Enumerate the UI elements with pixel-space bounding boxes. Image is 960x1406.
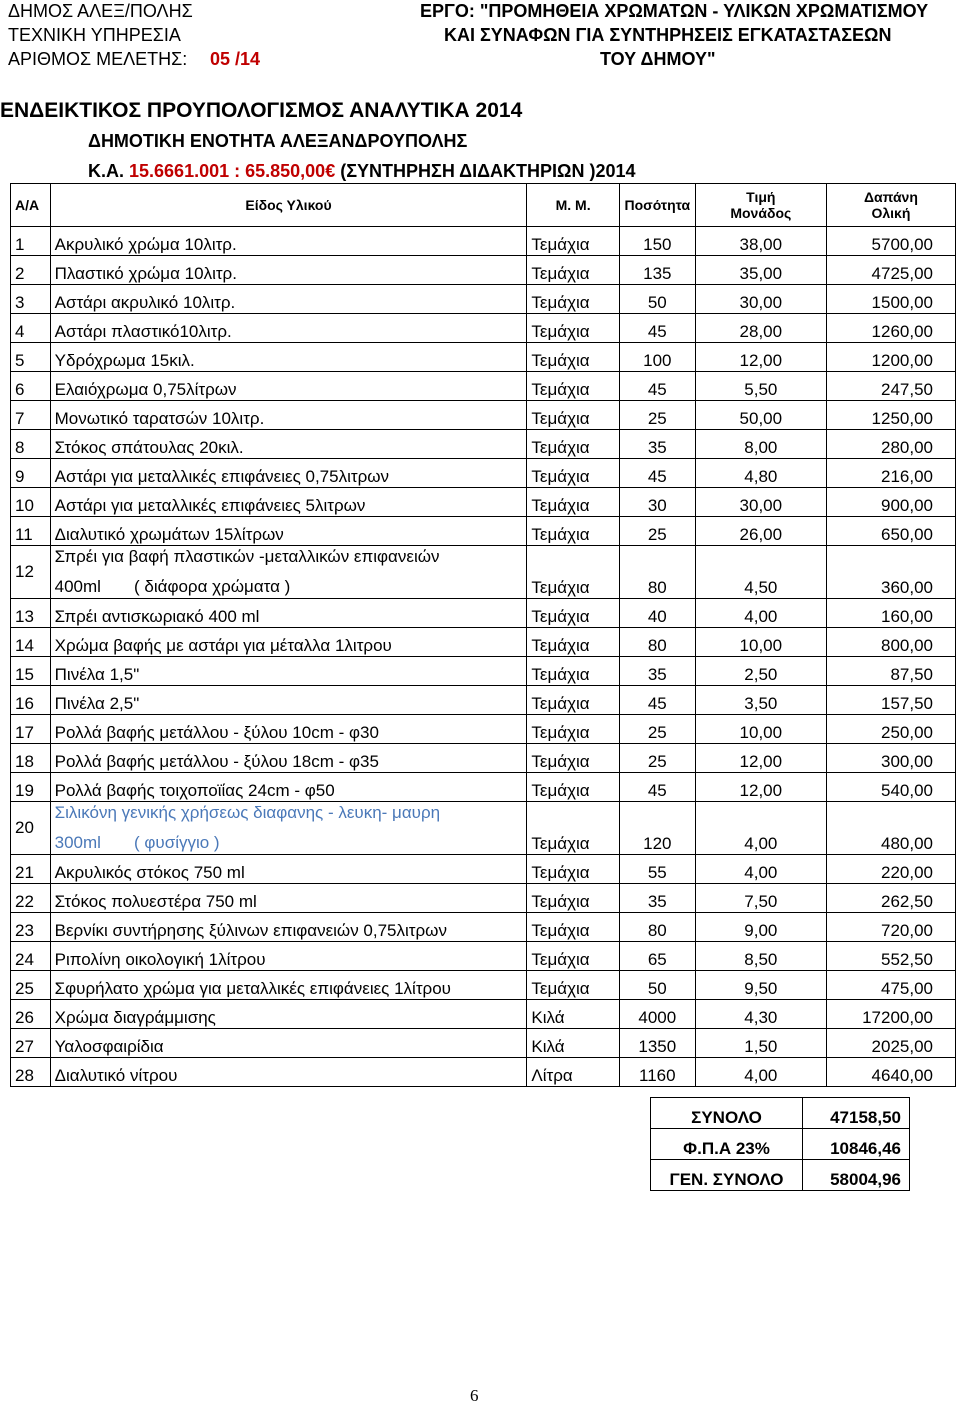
row-number: 4 — [11, 314, 51, 343]
row-number: 5 — [11, 343, 51, 372]
project-title-line2: ΚΑΙ ΣΥΝΑΦΩΝ ΓΙΑ ΣΥΝΤΗΡΗΣΕΙΣ ΕΓΚΑΤΑΣΤΑΣΕΩΝ — [444, 25, 892, 45]
row-description: Ρολλά βαφής μετάλλου - ξύλου 10cm - φ30 — [50, 715, 527, 744]
table-row — [11, 546, 956, 599]
row-unit-price: 7,50 — [695, 884, 826, 913]
row-description: Μονωτικό ταρατσών 10λιτρ. — [50, 401, 527, 430]
row-total: 4640,00 — [826, 1058, 955, 1087]
table-row — [11, 599, 956, 628]
row-total: 5700,00 — [826, 227, 955, 256]
row-unit-price: 4,00 — [695, 1058, 826, 1087]
table-row — [11, 227, 956, 256]
table-row — [11, 773, 956, 802]
row-unit: Τεμάχια — [527, 227, 620, 256]
row-description: Στόκος σπάτουλας 20κιλ. — [50, 430, 527, 459]
row-quantity: 40 — [619, 599, 695, 628]
unit-title: ΔΗΜΟΤΙΚΗ ΕΝΟΤΗΤΑ ΑΛΕΞΑΝΔΡΟΥΠΟΛΗΣ — [88, 131, 468, 151]
row-unit: Τεμάχια — [527, 744, 620, 773]
row-unit: Τεμάχια — [527, 913, 620, 942]
row-unit: Λίτρα — [527, 1058, 620, 1087]
row-description: Αστάρι ακρυλικό 10λιτρ. — [50, 285, 527, 314]
row-unit: Κιλά — [527, 1000, 620, 1029]
row-description-line2: 300ml ( φυσίγγιο ) — [54, 833, 220, 852]
col-header-unit: Μ. Μ. — [527, 184, 620, 227]
row-number: 8 — [11, 430, 51, 459]
row-total: 280,00 — [826, 430, 955, 459]
row-quantity: 80 — [619, 913, 695, 942]
row-number: 2 — [11, 256, 51, 285]
col-header-price-l1: Τιμή — [746, 189, 776, 205]
row-quantity: 45 — [619, 686, 695, 715]
table-row — [11, 1058, 956, 1087]
row-total: 650,00 — [826, 517, 955, 546]
row-number: 15 — [11, 657, 51, 686]
row-number: 9 — [11, 459, 51, 488]
row-unit-price: 30,00 — [695, 285, 826, 314]
row-unit: Τεμάχια — [527, 343, 620, 372]
row-quantity: 25 — [619, 401, 695, 430]
table-row — [11, 1000, 956, 1029]
row-unit-price: 26,00 — [695, 517, 826, 546]
vat-row — [651, 1129, 910, 1160]
row-unit-price: 10,00 — [695, 715, 826, 744]
row-unit-price: 2,50 — [695, 657, 826, 686]
row-unit: Τεμάχια — [527, 884, 620, 913]
row-unit-price: 8,00 — [695, 430, 826, 459]
row-unit-price: 30,00 — [695, 488, 826, 517]
row-unit: Τεμάχια — [527, 802, 620, 855]
table-row — [11, 884, 956, 913]
row-description: Χρώμα βαφής με αστάρι για μέταλλα 1λιτρου — [50, 628, 527, 657]
row-quantity: 45 — [619, 773, 695, 802]
row-total: 87,50 — [826, 657, 955, 686]
row-quantity: 50 — [619, 285, 695, 314]
col-header-total — [826, 184, 955, 227]
row-number: 7 — [11, 401, 51, 430]
table-row — [11, 802, 956, 855]
row-number: 11 — [11, 517, 51, 546]
row-total: 300,00 — [826, 744, 955, 773]
row-number: 16 — [11, 686, 51, 715]
row-unit: Τεμάχια — [527, 773, 620, 802]
row-number: 24 — [11, 942, 51, 971]
row-unit: Τεμάχια — [527, 372, 620, 401]
row-number: 14 — [11, 628, 51, 657]
row-unit-price: 4,80 — [695, 459, 826, 488]
row-description — [50, 802, 527, 855]
row-number: 18 — [11, 744, 51, 773]
row-description: Ελαιόχρωμα 0,75λίτρων — [50, 372, 527, 401]
col-header-total-l2: Ολική — [871, 205, 911, 221]
table-row — [11, 1029, 956, 1058]
row-number: 27 — [11, 1029, 51, 1058]
row-unit-price: 12,00 — [695, 343, 826, 372]
row-total: 17200,00 — [826, 1000, 955, 1029]
row-number: 23 — [11, 913, 51, 942]
totals-table — [650, 1097, 910, 1191]
row-unit-price: 12,00 — [695, 773, 826, 802]
row-unit-price: 50,00 — [695, 401, 826, 430]
row-quantity: 1160 — [619, 1058, 695, 1087]
row-number: 20 — [11, 802, 51, 855]
row-number: 1 — [11, 227, 51, 256]
table-row — [11, 686, 956, 715]
row-quantity: 45 — [619, 372, 695, 401]
row-quantity: 30 — [619, 488, 695, 517]
row-total: 720,00 — [826, 913, 955, 942]
table-row — [11, 314, 956, 343]
row-unit: Τεμάχια — [527, 430, 620, 459]
table-row — [11, 855, 956, 884]
col-header-no: Α/Α — [11, 184, 51, 227]
row-quantity: 50 — [619, 971, 695, 1000]
row-unit-price: 4,00 — [695, 802, 826, 855]
table-header-row — [11, 184, 956, 227]
row-unit: Τεμάχια — [527, 488, 620, 517]
row-description: Πινέλα 1,5" — [50, 657, 527, 686]
row-description: Διαλυτικό νίτρου — [50, 1058, 527, 1087]
row-number: 28 — [11, 1058, 51, 1087]
row-unit: Τεμάχια — [527, 459, 620, 488]
row-quantity: 25 — [619, 744, 695, 773]
table-row — [11, 430, 956, 459]
sum-label: ΣΥΝΟΛΟ — [651, 1098, 803, 1129]
row-description: Ακρυλικός στόκος 750 ml — [50, 855, 527, 884]
row-quantity: 4000 — [619, 1000, 695, 1029]
row-unit: Τεμάχια — [527, 546, 620, 599]
row-total: 247,50 — [826, 372, 955, 401]
row-unit: Τεμάχια — [527, 285, 620, 314]
page-title: ΕΝΔΕΙΚΤΙΚΟΣ ΠΡΟΥΠΟΛΟΓΙΣΜΟΣ ΑΝΑΛΥΤΙΚΑ 2014 — [0, 99, 523, 122]
municipality-name: ΔΗΜΟΣ ΑΛΕΞ/ΠΟΛΗΣ — [8, 1, 193, 21]
row-unit: Τεμάχια — [527, 401, 620, 430]
row-description: Ριπολίνη οικολογική 1λίτρου — [50, 942, 527, 971]
table-row — [11, 913, 956, 942]
row-number: 13 — [11, 599, 51, 628]
row-description: Υαλοσφαιρίδια — [50, 1029, 527, 1058]
row-description: Στόκος πολυεστέρα 750 ml — [50, 884, 527, 913]
row-unit-price: 28,00 — [695, 314, 826, 343]
row-description-line1: Σιλικόνη γενικής χρήσεως διαφανης - λευκη- μαυρη — [54, 803, 441, 822]
row-unit-price: 4,50 — [695, 546, 826, 599]
row-quantity: 35 — [619, 657, 695, 686]
row-total: 1200,00 — [826, 343, 955, 372]
row-total: 1250,00 — [826, 401, 955, 430]
col-header-qty: Ποσότητα — [619, 184, 695, 227]
col-header-desc: Είδος Υλικού — [50, 184, 527, 227]
row-number: 12 — [11, 546, 51, 599]
table-row — [11, 657, 956, 686]
sum-value: 47158,50 — [803, 1098, 910, 1129]
row-unit-price: 4,00 — [695, 855, 826, 884]
row-unit: Τεμάχια — [527, 517, 620, 546]
row-unit-price: 3,50 — [695, 686, 826, 715]
row-quantity: 55 — [619, 855, 695, 884]
row-quantity: 80 — [619, 628, 695, 657]
row-unit-price: 9,50 — [695, 971, 826, 1000]
row-description: Υδρόχρωμα 15κιλ. — [50, 343, 527, 372]
row-number: 10 — [11, 488, 51, 517]
row-unit: Τεμάχια — [527, 599, 620, 628]
department-name: ΤΕΧΝΙΚΗ ΥΠΗΡΕΣΙΑ — [8, 25, 181, 45]
row-total: 250,00 — [826, 715, 955, 744]
row-quantity: 100 — [619, 343, 695, 372]
row-unit-price: 38,00 — [695, 227, 826, 256]
row-description: Αστάρι για μεταλλικές επιφάνειες 0,75λιτρων — [50, 459, 527, 488]
row-quantity: 45 — [619, 459, 695, 488]
row-number: 22 — [11, 884, 51, 913]
study-label: ΑΡΙΘΜΟΣ ΜΕΛΕΤΗΣ: — [8, 49, 188, 69]
row-number: 17 — [11, 715, 51, 744]
col-header-price — [695, 184, 826, 227]
row-unit-price: 4,00 — [695, 599, 826, 628]
row-quantity: 1350 — [619, 1029, 695, 1058]
table-row — [11, 517, 956, 546]
row-total: 1500,00 — [826, 285, 955, 314]
row-total: 262,50 — [826, 884, 955, 913]
row-unit-price: 12,00 — [695, 744, 826, 773]
row-total: 360,00 — [826, 546, 955, 599]
row-description: Ακρυλικό χρώμα 10λιτρ. — [50, 227, 527, 256]
row-quantity: 25 — [619, 715, 695, 744]
table-row — [11, 744, 956, 773]
row-total: 220,00 — [826, 855, 955, 884]
row-description: Πλαστικό χρώμα 10λιτρ. — [50, 256, 527, 285]
row-total: 480,00 — [826, 802, 955, 855]
row-unit: Τεμάχια — [527, 314, 620, 343]
row-total: 540,00 — [826, 773, 955, 802]
row-total: 800,00 — [826, 628, 955, 657]
row-quantity: 135 — [619, 256, 695, 285]
ka-code: 15.6661.001 : 65.850,00€ — [129, 161, 336, 181]
row-description: Ρολλά βαφής μετάλλου - ξύλου 18cm - φ35 — [50, 744, 527, 773]
row-description: Σφυρήλατο χρώμα για μεταλλικές επιφάνειες 1λίτρου — [50, 971, 527, 1000]
ka-label: Κ.Α. — [88, 161, 124, 181]
table-row — [11, 628, 956, 657]
row-unit-price: 9,00 — [695, 913, 826, 942]
row-unit: Τεμάχια — [527, 942, 620, 971]
row-total: 1260,00 — [826, 314, 955, 343]
row-description: Αστάρι για μεταλλικές επιφάνειες 5λιτρων — [50, 488, 527, 517]
row-number: 26 — [11, 1000, 51, 1029]
row-total: 475,00 — [826, 971, 955, 1000]
budget-code-line — [88, 160, 636, 182]
row-number: 19 — [11, 773, 51, 802]
row-unit-price: 35,00 — [695, 256, 826, 285]
page-number: 6 — [470, 1386, 479, 1405]
row-description: Διαλυτικό χρωμάτων 15λίτρων — [50, 517, 527, 546]
row-number: 25 — [11, 971, 51, 1000]
row-quantity: 35 — [619, 430, 695, 459]
row-unit: Τεμάχια — [527, 715, 620, 744]
row-unit: Τεμάχια — [527, 256, 620, 285]
row-description: Βερνίκι συντήρησης ξύλινων επιφανειών 0,75λιτρων — [50, 913, 527, 942]
row-description: Πινέλα 2,5" — [50, 686, 527, 715]
row-number: 21 — [11, 855, 51, 884]
row-total: 4725,00 — [826, 256, 955, 285]
table-row — [11, 488, 956, 517]
col-header-price-l2: Μονάδος — [730, 205, 792, 221]
row-unit: Τεμάχια — [527, 628, 620, 657]
ka-desc: (ΣΥΝΤΗΡΗΣΗ ΔΙΔΑΚΤΗΡΙΩΝ )2014 — [340, 161, 636, 181]
row-total: 2025,00 — [826, 1029, 955, 1058]
sum-row — [651, 1098, 910, 1129]
row-unit-price: 4,30 — [695, 1000, 826, 1029]
table-row — [11, 372, 956, 401]
row-total: 900,00 — [826, 488, 955, 517]
table-row — [11, 971, 956, 1000]
row-quantity: 45 — [619, 314, 695, 343]
row-quantity: 35 — [619, 884, 695, 913]
row-quantity: 150 — [619, 227, 695, 256]
row-quantity: 80 — [619, 546, 695, 599]
row-quantity: 65 — [619, 942, 695, 971]
vat-value: 10846,46 — [803, 1129, 910, 1160]
row-unit-price: 1,50 — [695, 1029, 826, 1058]
row-unit: Κιλά — [527, 1029, 620, 1058]
row-total: 216,00 — [826, 459, 955, 488]
row-description: Ρολλά βαφής τοιχοποϊίας 24cm - φ50 — [50, 773, 527, 802]
project-title-line1: ΕΡΓΟ: "ΠΡΟΜΗΘΕΙΑ ΧΡΩΜΑΤΩΝ - ΥΛΙΚΩΝ ΧΡΩΜΑΤΙΣΜΟΥ — [420, 1, 929, 21]
row-number: 3 — [11, 285, 51, 314]
project-title-line3: ΤΟΥ ΔΗΜΟΥ" — [600, 49, 716, 69]
row-description: Χρώμα διαγράμμισης — [50, 1000, 527, 1029]
row-total: 160,00 — [826, 599, 955, 628]
row-description — [50, 546, 527, 599]
row-description-line2: 400ml ( διάφορα χρώματα ) — [54, 577, 291, 596]
row-total: 157,50 — [826, 686, 955, 715]
table-row — [11, 256, 956, 285]
row-quantity: 120 — [619, 802, 695, 855]
row-number: 6 — [11, 372, 51, 401]
row-unit-price: 5,50 — [695, 372, 826, 401]
row-unit: Τεμάχια — [527, 971, 620, 1000]
grand-total-value: 58004,96 — [803, 1160, 910, 1191]
table-row — [11, 715, 956, 744]
grand-total-label: ΓΕΝ. ΣΥΝΟΛΟ — [651, 1160, 803, 1191]
row-unit-price: 8,50 — [695, 942, 826, 971]
budget-table — [10, 183, 956, 1087]
row-unit: Τεμάχια — [527, 855, 620, 884]
table-row — [11, 343, 956, 372]
grand-total-row — [651, 1160, 910, 1191]
row-unit-price: 10,00 — [695, 628, 826, 657]
table-row — [11, 459, 956, 488]
row-description-line1: Σπρέι για βαφή πλαστικών -μεταλλικών επιφανειών — [54, 547, 440, 566]
row-description: Σπρέι αντισκωριακό 400 ml — [50, 599, 527, 628]
row-description: Αστάρι πλαστικό10λιτρ. — [50, 314, 527, 343]
table-row — [11, 401, 956, 430]
row-total: 552,50 — [826, 942, 955, 971]
row-quantity: 25 — [619, 517, 695, 546]
row-unit: Τεμάχια — [527, 657, 620, 686]
row-unit: Τεμάχια — [527, 686, 620, 715]
table-row — [11, 942, 956, 971]
col-header-total-l1: Δαπάνη — [863, 189, 918, 205]
vat-label: Φ.Π.Α 23% — [651, 1129, 803, 1160]
table-row — [11, 285, 956, 314]
study-number: 05 /14 — [210, 49, 261, 69]
